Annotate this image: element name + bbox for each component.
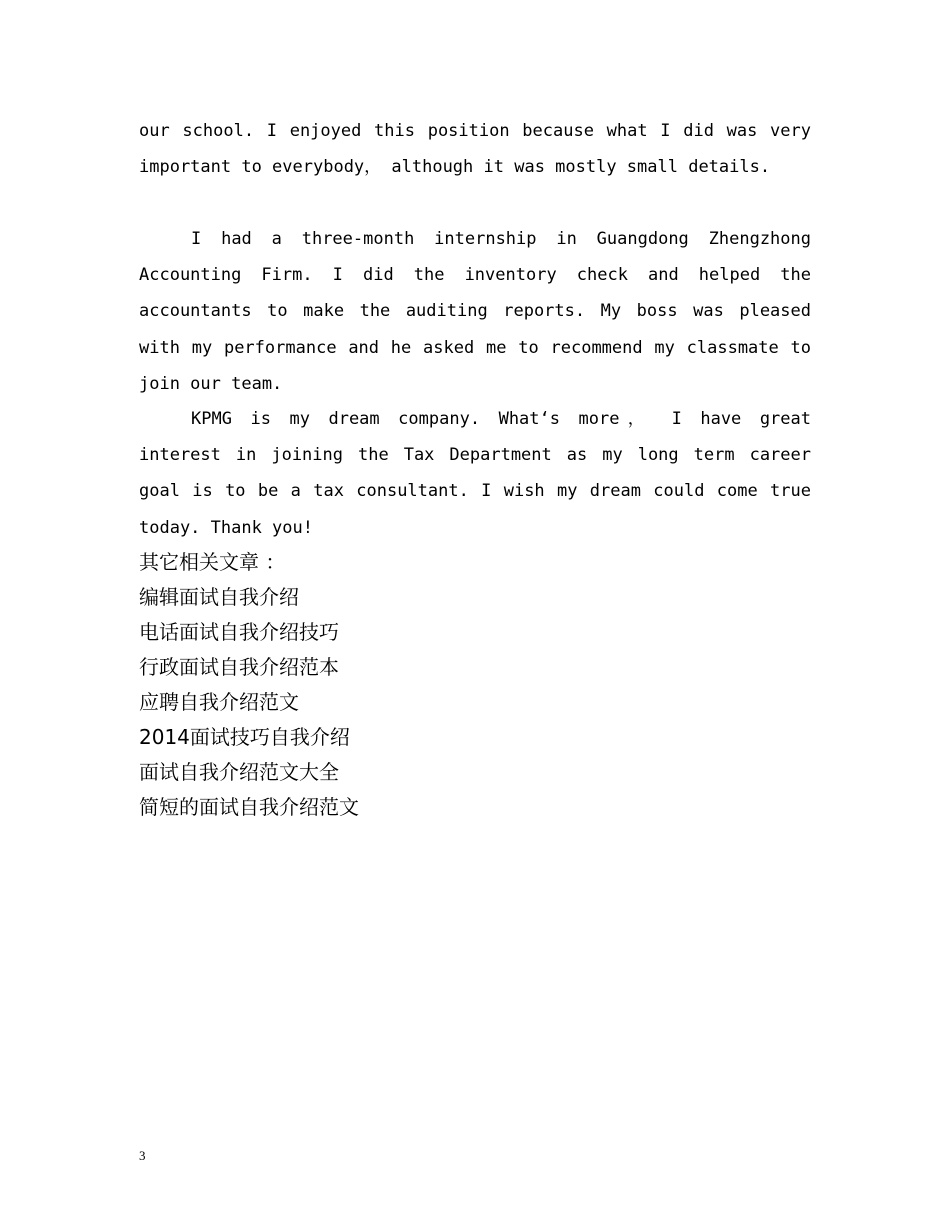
paragraph-dream-company: KPMG is my dream company. What‘s more， I have great interest in joining the Tax Department as my long term career goal is to be a tax consultant. I wish my dream could come true today. Thank you! [139, 409, 811, 538]
paragraph-school-position: our school. I enjoyed this position because what I did was very important to everybody， although it was mostly small details. [139, 121, 811, 178]
related-article-link[interactable]: 面试自我介绍范文大全 [139, 760, 339, 784]
related-article-link[interactable]: 应聘自我介绍范文 [139, 690, 299, 714]
paragraph-internship: I had a three-month internship in Guangdong Zhengzhong Accounting Firm. I did the inventory check and helped the accountants to make the auditing reports. My boss was pleased with my performance and he asked me to recommend my classmate to join our team. [139, 229, 811, 394]
related-article-link[interactable]: 行政面试自我介绍范本 [139, 655, 339, 679]
related-articles-heading: 其它相关文章 ： [139, 550, 286, 574]
related-article-link[interactable]: 编辑面试自我介绍 [139, 585, 299, 609]
page-number: 3 [139, 1148, 146, 1163]
related-article-link[interactable]: 2014面试技巧自我介绍 [139, 725, 350, 749]
related-article-link[interactable]: 简短的面试自我介绍范文 [139, 795, 359, 819]
related-articles-section [139, 545, 811, 825]
related-article-link[interactable]: 电话面试自我介绍技巧 [139, 620, 339, 644]
